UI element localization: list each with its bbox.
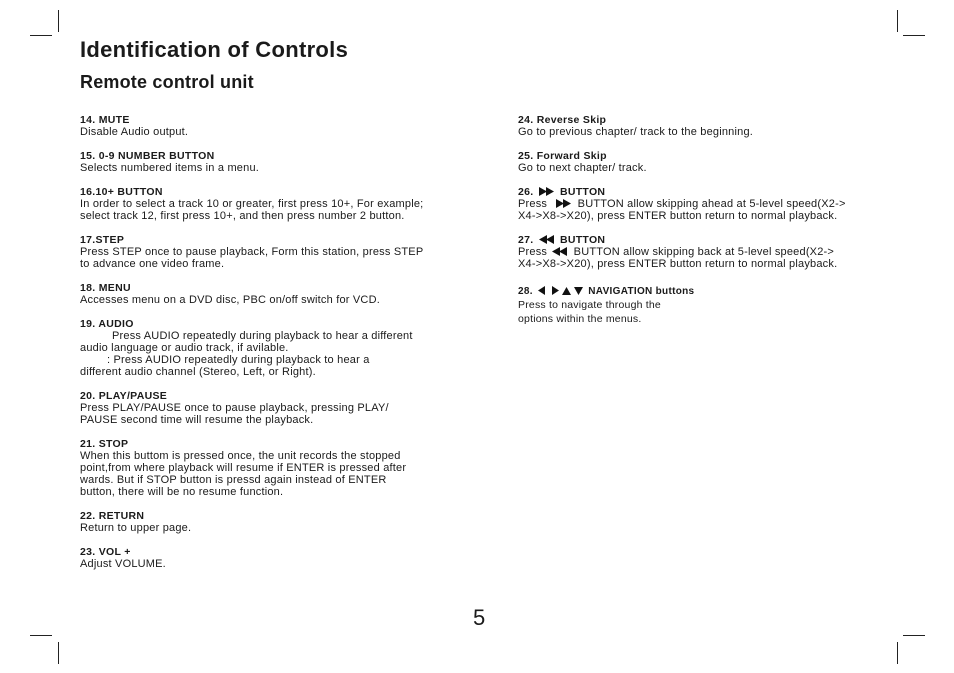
crop-mark [897, 642, 898, 664]
item-title [518, 186, 888, 198]
page-title: Identification of Controls [80, 37, 349, 62]
item-text: Press STEP once to pause playback, Form this station, press STEP [80, 246, 424, 258]
fast-reverse-icon [539, 235, 555, 244]
page-number: 5 [473, 605, 486, 630]
item-text: X4->X8->X20), press ENTER button return to normal playback. [518, 210, 838, 222]
item-menu [80, 282, 460, 306]
item-text: Press PLAY/PAUSE once to pause playback, pressing PLAY/ [80, 402, 389, 414]
item-vol-plus [80, 546, 460, 570]
fast-forward-icon [539, 187, 555, 196]
item-navigation [518, 286, 888, 326]
arrow-up-icon [562, 287, 571, 295]
crop-mark [30, 635, 52, 636]
arrow-left-icon [538, 286, 545, 295]
item-title [518, 234, 888, 246]
item-title: 25. Forward Skip [518, 150, 607, 162]
item-mute [80, 114, 460, 138]
item-text: In order to select a track 10 or greater, first press 10+, For example; [80, 198, 424, 210]
arrow-down-icon [574, 287, 583, 295]
item-text: Accesses menu on a DVD disc, PBC on/off switch for VCD. [80, 294, 380, 306]
item-title: 24. Reverse Skip [518, 114, 607, 126]
item-text: audio language or audio track, if avilable. [80, 342, 289, 354]
item-title: 18. MENU [80, 282, 131, 294]
crop-mark [58, 10, 59, 32]
item-10plus-button [80, 186, 460, 222]
arrow-right-icon [552, 286, 559, 295]
item-title: 20. PLAY/PAUSE [80, 390, 168, 402]
item-fast-forward [518, 186, 888, 222]
item-text: to advance one video frame. [80, 258, 225, 270]
crop-mark [30, 35, 52, 36]
item-text: button, there will be no resume function. [80, 486, 284, 498]
item-label: NAVIGATION buttons [588, 286, 695, 297]
item-title [518, 286, 888, 298]
crop-mark [58, 642, 59, 664]
item-text: PAUSE second time will resume the playback. [80, 414, 314, 426]
item-label: BUTTON [559, 234, 606, 246]
item-play-pause [80, 390, 460, 426]
item-forward-skip [518, 150, 888, 174]
item-text: point,from where playback will resume if ENTER is pressed after [80, 462, 407, 474]
item-fast-reverse [518, 234, 888, 270]
fast-reverse-icon [552, 247, 568, 256]
left-column [80, 114, 460, 582]
item-text: Press BUTTON allow skipping ahead at 5-level speed(X2-> [518, 198, 846, 210]
item-reverse-skip [518, 114, 888, 138]
item-text: Adjust VOLUME. [80, 558, 166, 570]
item-title: 19. AUDIO [80, 318, 134, 330]
section-title: Remote control unit [80, 72, 254, 92]
crop-mark [903, 35, 925, 36]
item-title: 22. RETURN [80, 510, 145, 522]
item-text: wards. But if STOP button is pressd again instead of ENTER [80, 474, 387, 486]
item-text: Disable Audio output. [80, 126, 189, 138]
item-title: 15. 0-9 NUMBER BUTTON [80, 150, 215, 162]
item-title: 17.STEP [80, 234, 125, 246]
item-text: Press to navigate through the [518, 299, 661, 311]
item-audio [80, 318, 460, 378]
item-text: Return to upper page. [80, 522, 192, 534]
item-number-button [80, 150, 460, 174]
item-title: 16.10+ BUTTON [80, 186, 163, 198]
item-text: Press AUDIO repeatedly during playback to hear a different [112, 330, 413, 342]
item-return [80, 510, 460, 534]
item-text: : Press AUDIO repeatedly during playback to hear a [107, 354, 370, 366]
item-text: select track 12, first press 10+, and then press number 2 button. [80, 210, 405, 222]
fast-forward-icon [556, 199, 572, 208]
item-text: different audio channel (Stereo, Left, or Right). [80, 366, 316, 378]
item-step [80, 234, 460, 270]
item-text: When this buttom is pressed once, the unit records the stopped [80, 450, 401, 462]
item-title: 23. VOL + [80, 546, 131, 558]
item-text: Go to previous chapter/ track to the beginning. [518, 126, 754, 138]
item-number: 27. [518, 234, 534, 246]
item-label: BUTTON [559, 186, 606, 198]
item-text: Go to next chapter/ track. [518, 162, 647, 174]
item-text: Press BUTTON allow skipping back at 5-level speed(X2-> [518, 246, 835, 258]
item-title: 21. STOP [80, 438, 129, 450]
crop-mark [897, 10, 898, 32]
item-text: X4->X8->X20), press ENTER button return to normal playback. [518, 258, 838, 270]
item-text: options within the menus. [518, 313, 642, 325]
item-title: 14. MUTE [80, 114, 130, 126]
item-stop [80, 438, 460, 498]
right-column [518, 114, 888, 338]
item-text: Selects numbered items in a menu. [80, 162, 260, 174]
crop-mark [903, 635, 925, 636]
item-number: 28. [518, 286, 533, 297]
item-number: 26. [518, 186, 534, 198]
